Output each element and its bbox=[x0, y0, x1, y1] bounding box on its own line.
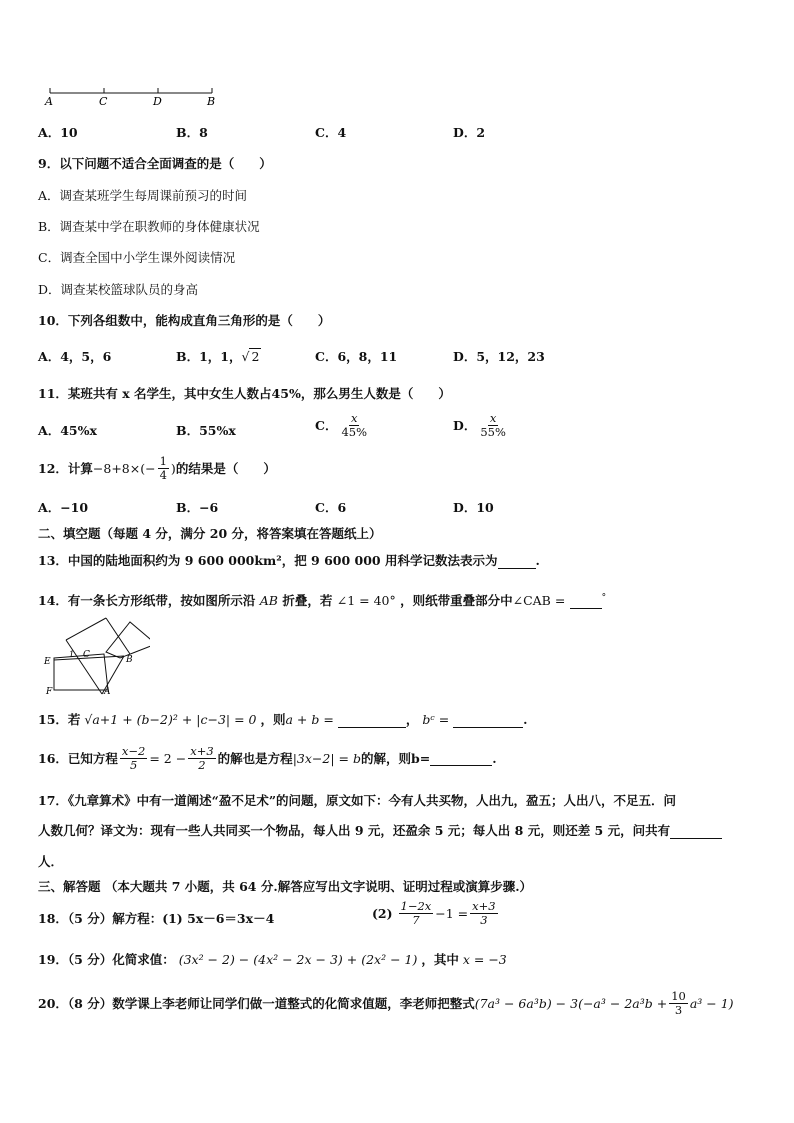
q19-expr: (3x² − 2) − (4x² − 2x − 3) + (2x² − 1) bbox=[178, 952, 418, 967]
q17-line-1: 17．《九章算术》中有一道阐述“盈不足术”的问题，原文如下：今有人共买物，人出九，盈五；人出八，不足五．问 bbox=[38, 793, 677, 808]
q12-stem bbox=[38, 455, 276, 482]
q9-option-d: D．调查某校篮球队员的身高 bbox=[38, 282, 199, 297]
q15-expr: √a+1 + (b−2)² + |c−3| = 0 bbox=[84, 712, 257, 727]
q17-line-3: 人． bbox=[38, 854, 64, 869]
fraction-numerator: x bbox=[350, 411, 358, 425]
point-label-a: A bbox=[45, 95, 53, 108]
fraction-denominator: 7 bbox=[412, 913, 420, 927]
q10-option-d: D．5，12，23 bbox=[453, 349, 545, 364]
q19-cond: x = −3 bbox=[462, 952, 507, 967]
q8-option-b: B．8 bbox=[176, 125, 208, 140]
fraction-denominator: 2 bbox=[198, 758, 206, 772]
q15-prefix: 15．若 bbox=[38, 712, 81, 727]
fraction-numerator: 1−2x bbox=[400, 899, 432, 913]
answer-blank bbox=[453, 714, 523, 728]
q16-mid1: = 2 − bbox=[149, 750, 187, 766]
answer-blank bbox=[570, 595, 602, 609]
section-3-heading: 三、解答题 （本大题共 7 小题，共 64 分.解答应写出文字说明、证明过程或演算步骤.） bbox=[38, 879, 533, 894]
q12-option-b: B．−6 bbox=[176, 500, 219, 515]
sqrt-arg: 2 bbox=[251, 349, 260, 364]
q11-option-c bbox=[315, 412, 371, 439]
q16-abs: |3x−2| = b bbox=[292, 750, 361, 766]
q16-fraction-1 bbox=[120, 745, 147, 772]
q20-prefix: 20．（8 分）数学课上李老师让同学们做一道整式的化简求值题，李老师把整式 bbox=[38, 995, 475, 1011]
point-label-d: D bbox=[153, 95, 162, 108]
fig-label-a: A bbox=[104, 687, 111, 697]
q11-option-d-label: D． bbox=[453, 417, 477, 433]
q8-option-d: D．2 bbox=[453, 125, 486, 140]
q14-cab: ∠CAB = bbox=[512, 593, 566, 609]
q20-fraction bbox=[669, 990, 688, 1017]
q14 bbox=[38, 590, 606, 609]
fig-label-c: C bbox=[83, 650, 90, 660]
fig-label-f: F bbox=[46, 687, 53, 697]
q12-suffix: 的结果是（ ） bbox=[175, 460, 276, 476]
q14-text-a: 14．有一条长方形纸带，按如图所示沿 bbox=[38, 593, 256, 609]
q12-option-d: D．10 bbox=[453, 500, 494, 515]
q20 bbox=[38, 990, 734, 1017]
q19-prefix: 19．（5 分）化简求值： bbox=[38, 952, 175, 967]
q17-line-2 bbox=[38, 823, 722, 839]
q14-text-b: 折叠，若 bbox=[282, 593, 333, 609]
degree-mark: ° bbox=[601, 593, 607, 603]
fig-label-1: 1 bbox=[69, 650, 75, 659]
fig-label-e: E bbox=[44, 657, 51, 667]
q13-text: 13．中国的陆地面积约为 9 600 000km²，把 9 600 000 用科学记数法表示为 bbox=[38, 553, 498, 568]
q15-a-plus-b: a + b = bbox=[285, 712, 334, 727]
q9-option-b: B．调查某中学在职教师的身体健康状况 bbox=[38, 219, 260, 234]
q8-option-a: A．10 bbox=[38, 125, 78, 140]
q12-option-c: C．6 bbox=[315, 500, 347, 515]
q10-option-b bbox=[176, 349, 261, 365]
fraction-numerator: x+3 bbox=[472, 899, 496, 913]
q10-option-a: A．4，5，6 bbox=[38, 349, 112, 364]
section-2-heading: 二、填空题（每题 4 分，满分 20 分，将答案填在答题纸上） bbox=[38, 526, 382, 541]
q19 bbox=[38, 952, 507, 968]
q18-prefix: 18．（5 分）解方程：(1) 5x－6＝3x－4 bbox=[38, 911, 275, 926]
q10-option-c: C．6，8，11 bbox=[315, 349, 398, 364]
q15-mid: ，则 bbox=[260, 712, 286, 727]
q16-prefix: 16．已知方程 bbox=[38, 750, 118, 766]
answer-blank bbox=[338, 714, 406, 728]
q11-option-c-label: C． bbox=[315, 417, 338, 433]
q16-end: . bbox=[492, 750, 497, 766]
q16-fraction-2 bbox=[188, 745, 215, 772]
q12-expr-b: ) bbox=[170, 460, 176, 476]
q11-option-b: B．55%x bbox=[176, 423, 236, 438]
q9-stem: 9．以下问题不适合全面调查的是（ ） bbox=[38, 156, 272, 171]
q15 bbox=[38, 712, 528, 728]
answer-blank bbox=[430, 752, 492, 766]
q10-stem: 10．下列各组数中，能构成直角三角形的是（ ） bbox=[38, 313, 331, 328]
q18-mid: −1 = bbox=[435, 906, 469, 921]
fraction-numerator: x−2 bbox=[121, 744, 146, 758]
q19-mid: ，其中 bbox=[421, 952, 459, 967]
fraction-denominator: 5 bbox=[129, 758, 138, 772]
q18-fraction-1 bbox=[399, 900, 434, 927]
q15-sep: ， bbox=[405, 712, 419, 727]
fraction-numerator: x+3 bbox=[190, 744, 214, 758]
q12-fraction bbox=[158, 455, 169, 482]
q17-line-2-text: 人数几何？译文为：现有一些人共同买一个物品，每人出 9 元，还盈余 5 元；每人出 8 元，则还差 5 元，问共有 bbox=[38, 823, 671, 838]
fraction-denominator: 45% bbox=[341, 425, 368, 439]
q14-ab: AB bbox=[259, 593, 278, 609]
q15-b-power-c: bᶜ = bbox=[422, 712, 450, 727]
fraction-denominator: 3 bbox=[674, 1003, 683, 1017]
fraction-numerator: x bbox=[489, 411, 497, 425]
q11-option-c-fraction bbox=[339, 412, 369, 439]
point-label-c: C bbox=[99, 95, 108, 108]
q18-p2-label: (2) bbox=[372, 906, 393, 921]
q12-option-a: A．−10 bbox=[38, 500, 89, 515]
q11-option-a: A．45%x bbox=[38, 423, 97, 438]
q11-option-d bbox=[453, 412, 510, 439]
answer-blank bbox=[498, 555, 536, 569]
q11-option-d-fraction bbox=[478, 412, 508, 439]
point-label-b: B bbox=[207, 95, 216, 108]
fig-label-b: B bbox=[126, 655, 133, 665]
folded-strip-figure bbox=[40, 614, 150, 698]
q14-angle1: ∠1 = 40° bbox=[336, 593, 396, 609]
q12-expr-a: −8+8×(− bbox=[92, 460, 156, 476]
q14-text-c: ，则纸带重叠部分中 bbox=[400, 593, 513, 609]
q9-option-c: C．调查全国中小学生课外阅读情况 bbox=[38, 250, 236, 265]
segment-figure bbox=[44, 84, 224, 108]
q9-option-a: A．调查某班学生每周课前预习的时间 bbox=[38, 188, 248, 203]
sqrt-symbol: √ 2 bbox=[241, 349, 260, 364]
q20-expr-a: (7a³ − 6a³b) − 3(−a³ − 2a³b + bbox=[474, 995, 668, 1011]
fraction-numerator: 10 bbox=[671, 989, 686, 1003]
q20-expr-b: a³ − 1) bbox=[689, 995, 734, 1011]
q16 bbox=[38, 745, 497, 772]
fraction-denominator: 55% bbox=[480, 425, 506, 439]
fraction-denominator: 3 bbox=[480, 913, 488, 927]
q8-option-c: C．4 bbox=[315, 125, 347, 140]
q18-fraction-2 bbox=[470, 900, 497, 927]
q11-stem: 11．某班共有 x 名学生，其中女生人数占45%，那么男生人数是（ ） bbox=[38, 386, 451, 401]
q16-mid3: 的解，则b= bbox=[360, 750, 431, 766]
q12-prefix: 12．计算 bbox=[38, 460, 93, 476]
fraction-numerator: 1 bbox=[159, 454, 167, 468]
q13-end: . bbox=[535, 553, 540, 568]
fraction-denominator: 4 bbox=[159, 468, 167, 482]
answer-blank bbox=[670, 825, 722, 839]
q10-option-b-text: B．1，1， bbox=[176, 349, 242, 364]
q15-end: . bbox=[523, 712, 528, 727]
q18-part2 bbox=[372, 900, 500, 927]
q13 bbox=[38, 553, 540, 569]
q16-mid2: 的解也是方程 bbox=[217, 750, 293, 766]
